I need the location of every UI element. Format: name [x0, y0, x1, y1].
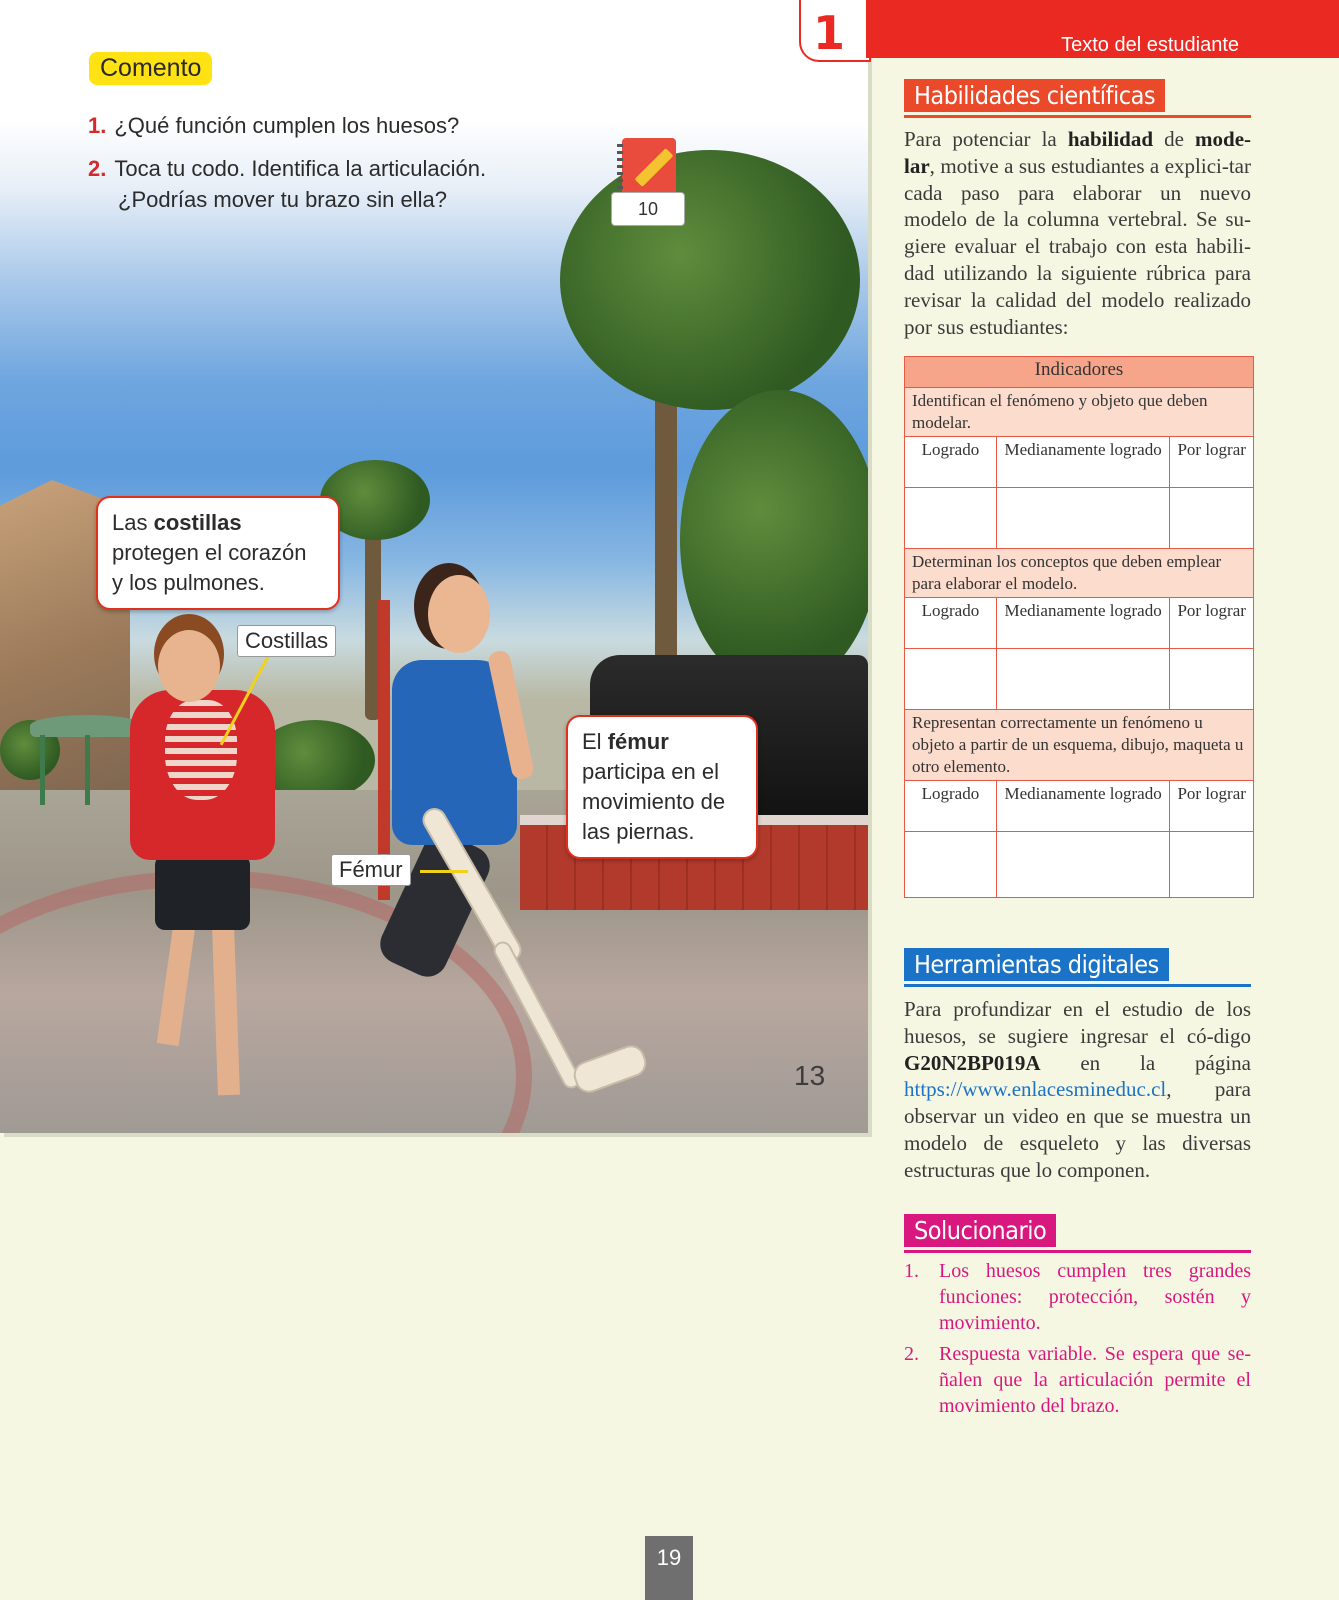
callout-bold: fémur: [607, 729, 669, 754]
callout-text: Las: [112, 510, 154, 535]
rubric-cell: [1170, 488, 1254, 549]
paragraph-bold: habilidad: [1067, 127, 1154, 151]
herramientas-paragraph: [904, 996, 1251, 1184]
ribcage-illustration: [165, 700, 237, 800]
section-rule: [904, 1250, 1251, 1253]
tree-foliage: [680, 390, 868, 690]
section-rule: [904, 984, 1251, 987]
rubric-cell: [996, 649, 1170, 710]
level-medianamente: Medianamente logrado: [996, 781, 1170, 832]
solucionario-list: [904, 1258, 1251, 1424]
habilidades-title: Habilidades científicas: [904, 79, 1165, 112]
callout-bold: costillas: [153, 510, 242, 535]
femur-leader-line: [420, 870, 468, 873]
comento-tag: Comento: [89, 52, 212, 85]
callout-text: participa en el: [582, 759, 719, 784]
paragraph-text: Para potenciar la: [904, 127, 1068, 151]
paragraph-text: , para observar un video en que se muestra un modelo de esqueleto y las diversas estructuras que lo componen.: [904, 1077, 1251, 1182]
question-text: Toca tu codo. Identifica la articulación.: [114, 156, 487, 181]
tree-foliage: [560, 150, 860, 410]
femur-label: Fémur: [331, 854, 411, 886]
header-band-label: Texto del estudiante: [1061, 34, 1239, 56]
callout-text: las piernas.: [582, 819, 695, 844]
question-1: [88, 111, 459, 141]
paragraph-text: Para profundizar en el estudio de los huesos, se sugiere ingresar el có-digo: [904, 997, 1251, 1048]
level-logrado: Logrado: [905, 598, 997, 649]
herramientas-title: Herramientas digitales: [904, 948, 1169, 981]
callout-text: El: [582, 729, 608, 754]
question-number: 2.: [88, 156, 107, 181]
callout-text: protegen el corazón: [112, 540, 307, 565]
resource-link[interactable]: https://www.enlacesmineduc.cl: [904, 1077, 1167, 1102]
callout-text: movimiento de: [582, 789, 726, 814]
paragraph-bold: mode-lar: [904, 127, 1252, 178]
answer-item: [904, 1258, 1251, 1336]
paragraph-text: en la página: [1040, 1050, 1251, 1075]
resource-code: G20N2BP019A: [904, 1050, 1041, 1075]
rubric-cell: [905, 649, 997, 710]
habilidades-paragraph: [904, 126, 1251, 340]
notebook-pencil-icon: [622, 138, 676, 198]
level-por-lograr: Por lograr: [1170, 598, 1254, 649]
paragraph-text: , motive a sus estudiantes a explici-tar cada paso para elaborar un nuevo modelo de la columna vertebral. Se su-giere evaluar el trabajo con esta habili-dad utilizando la siguiente rúbrica para revisar la calidad del modelo realizado por sus estudiantes:: [904, 153, 1251, 339]
boy-shorts: [155, 855, 250, 930]
callout-text: y los pulmones.: [112, 570, 265, 595]
level-medianamente: Medianamente logrado: [996, 437, 1170, 488]
page-folio: 19: [645, 1536, 693, 1600]
header-band: [866, 0, 1339, 58]
rubric-header: Indicadores: [905, 357, 1254, 388]
level-por-lograr: Por lograr: [1170, 437, 1254, 488]
boy-head: [158, 630, 220, 702]
question-2-line2: ¿Podrías mover tu brazo sin ella?: [118, 187, 447, 212]
rubric-indicator: Determinan los conceptos que deben emplear para elaborar el modelo.: [905, 549, 1254, 598]
answer-item: [904, 1341, 1251, 1419]
rubric-indicator: Identifican el fenómeno y objeto que deben modelar.: [905, 388, 1254, 437]
kiosk: [30, 715, 145, 805]
section-rule: [904, 115, 1251, 118]
level-medianamente: Medianamente logrado: [996, 598, 1170, 649]
answer-number: 1.: [904, 1260, 919, 1282]
answer-text: Respuesta variable. Se espera que se-ñalen que la articulación permite el movimiento del brazo.: [939, 1343, 1251, 1417]
unit-tab: [799, 0, 871, 62]
level-logrado: Logrado: [905, 781, 997, 832]
rubric-cell: [996, 832, 1170, 898]
girl-head: [428, 575, 490, 653]
student-page-number: 13: [794, 1060, 826, 1091]
femur-callout: [566, 715, 758, 859]
ribs-callout: [96, 496, 340, 610]
question-text: ¿Qué función cumplen los huesos?: [114, 113, 460, 138]
rubric-cell: [1170, 832, 1254, 898]
answer-number: 2.: [904, 1343, 919, 1365]
question-number: 1.: [88, 113, 107, 138]
level-por-lograr: Por lograr: [1170, 781, 1254, 832]
rubric-cell: [1170, 649, 1254, 710]
paragraph-text: de: [1153, 127, 1196, 151]
workbook-page-ref: 10: [611, 192, 685, 226]
rubric-cell: [905, 488, 997, 549]
rubric-cell: [905, 832, 997, 898]
rubric-table: [904, 356, 1254, 898]
solucionario-title: Solucionario: [904, 1214, 1056, 1247]
rubric-indicator: Representan correctamente un fenómeno u objeto a partir de un esquema, dibujo, maqueta u otro elemento.: [905, 710, 1254, 781]
level-logrado: Logrado: [905, 437, 997, 488]
student-page-image: [0, 0, 868, 1133]
unit-number: 1: [813, 6, 846, 60]
answer-text: Los huesos cumplen tres grandes funciones: protección, sostén y movimiento.: [939, 1260, 1251, 1334]
rubric-cell: [996, 488, 1170, 549]
ribs-label: Costillas: [237, 625, 336, 657]
question-2: [88, 154, 486, 184]
